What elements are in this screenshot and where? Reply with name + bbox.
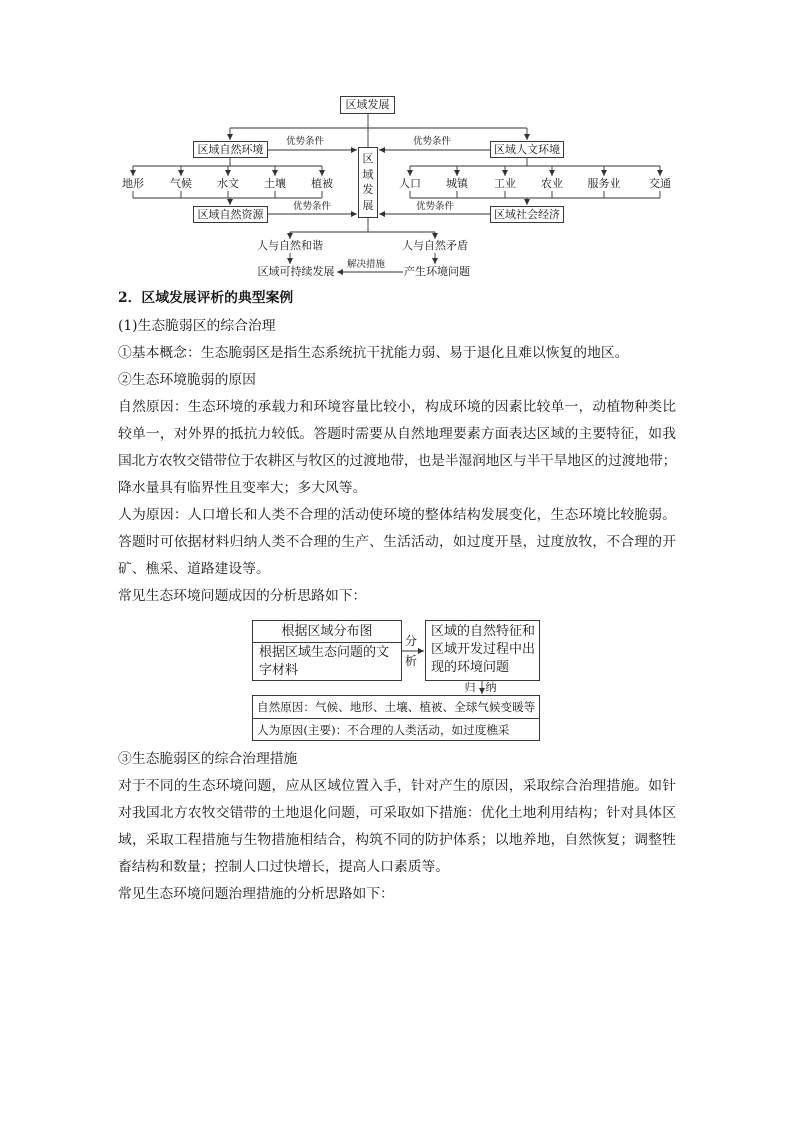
concept-paragraph: ①基本概念：生态脆弱区是指生态系统抗干扰能力弱、易于退化且难以恢复的地区。 bbox=[118, 345, 629, 361]
source-text-rows bbox=[253, 643, 401, 680]
text-block-causes bbox=[118, 283, 676, 610]
result-line: 区域开发过程中出 bbox=[431, 642, 536, 657]
natural-item: 土壤 bbox=[264, 177, 286, 190]
result-box bbox=[425, 620, 540, 681]
human-reason-line: 答题时可依据材料归纳人类不合理的生产、生活活动，如过度开垦，过度放牧，不合理的开 bbox=[118, 534, 676, 550]
harmony-label: 人与自然和谐 bbox=[257, 239, 323, 252]
human-reason-line: 矿、樵采、道路建设等。 bbox=[118, 561, 270, 577]
natural-item: 气候 bbox=[170, 177, 192, 190]
natural-reason-line: 自然原因：生态环境的承载力和环境容量比较小，构成环境的因素比较单一，动植物种类比 bbox=[118, 399, 676, 415]
center-box-regional-development bbox=[358, 147, 378, 218]
human-item: 工业 bbox=[494, 177, 516, 190]
measures-line: 畜结构和数量；控制人口过快增长，提高人口素质等。 bbox=[118, 858, 450, 875]
section-heading: 2．区域发展评析的典型案例 bbox=[118, 290, 294, 306]
measures-label: 解决措施 bbox=[346, 259, 385, 270]
center-box-text: 区域发展 bbox=[362, 152, 374, 212]
box-social-economy: 区域社会经济 bbox=[490, 206, 564, 223]
human-item: 城镇 bbox=[446, 177, 468, 190]
advantage-label: 优势条件 bbox=[415, 201, 454, 212]
measures-analysis-intro: 常见生态环境问题治理措施的分析思路如下： bbox=[118, 885, 394, 902]
advantage-label: 优势条件 bbox=[285, 136, 324, 147]
text-block-measures bbox=[118, 746, 676, 908]
natural-reason-line: 降水量具有临界性且变率大；多大风等。 bbox=[118, 480, 367, 496]
box-natural-resources: 区域自然资源 bbox=[193, 206, 268, 223]
measures-line: 对我国北方农牧交错带的土地退化问题，可采取如下措施：优化土地利用结构；针对具体区 bbox=[118, 804, 676, 821]
causes-box bbox=[252, 695, 540, 741]
box-human-environment: 区域人文环境 bbox=[490, 141, 564, 158]
advantage-label: 优势条件 bbox=[412, 136, 451, 147]
result-rows bbox=[426, 621, 539, 677]
measures-line: 域，采取工程措施与生物措施相结合，构筑不同的防护体系；以地养地，自然恢复；调整牲 bbox=[118, 831, 676, 848]
top-box-regional-development: 区域发展 bbox=[340, 96, 395, 114]
human-item: 交通 bbox=[649, 177, 671, 190]
human-item: 人口 bbox=[399, 177, 421, 190]
induce-char: 纳 bbox=[485, 681, 497, 694]
natural-item: 地形 bbox=[122, 177, 144, 190]
cause-analysis-intro: 常见生态环境问题成因的分析思路如下： bbox=[118, 588, 367, 604]
natural-reason-line: 国北方农牧交错带位于农耕区与牧区的过渡地带，也是半湿润地区与半干旱地区的过渡地带； bbox=[118, 453, 676, 469]
result-line: 区域的自然特征和 bbox=[431, 624, 536, 639]
induce-char: 归 bbox=[464, 681, 476, 694]
natural-item: 植被 bbox=[311, 177, 333, 190]
sustainable-development-label: 区域可持续发展 bbox=[257, 265, 335, 278]
source-map-row: 根据区域分布图 bbox=[253, 621, 401, 643]
environmental-problems-label: 产生环境问题 bbox=[404, 265, 470, 278]
natural-cause-row: 自然原因：气候、地形、土壤、植被、全球气候变暖等 bbox=[253, 696, 539, 719]
natural-reason-line: 较单一，对外界的抵抗力较低。答题时需要从自然地理要素方面表达区域的主要特征，如我 bbox=[118, 426, 676, 442]
result-line: 现的环境问题 bbox=[431, 660, 510, 675]
reasons-title: ②生态环境脆弱的原因 bbox=[118, 372, 256, 388]
box-natural-environment: 区域自然环境 bbox=[193, 141, 268, 158]
advantage-label: 优势条件 bbox=[292, 201, 331, 212]
measures-title: ③生态脆弱区的综合治理措施 bbox=[118, 750, 298, 767]
human-item: 服务业 bbox=[587, 177, 621, 190]
human-item: 农业 bbox=[541, 177, 563, 190]
human-cause-row: 人为原因(主要)：不合理的人类活动，如过度樵采 bbox=[257, 723, 510, 737]
connector-line bbox=[133, 191, 322, 198]
connector-line bbox=[410, 191, 660, 198]
subheading: (1)生态脆弱区的综合治理 bbox=[118, 318, 276, 334]
human-reason-line: 人为原因：人口增长和人类不合理的活动使环境的整体结构发展变化，生态环境比较脆弱。 bbox=[118, 507, 676, 523]
source-text-line: 根据区域生态问题的文 bbox=[259, 645, 390, 660]
source-text-line: 字材料 bbox=[259, 663, 299, 678]
analyze-char: 析 bbox=[404, 654, 417, 668]
measures-line: 对于不同的生态环境问题，应从区域位置入手，针对产生的原因，采取综合治理措施。如针 bbox=[118, 777, 676, 794]
natural-item: 水文 bbox=[217, 177, 239, 190]
analyze-char: 分 bbox=[404, 634, 417, 648]
conflict-label: 人与自然矛盾 bbox=[402, 239, 468, 252]
source-box bbox=[252, 620, 402, 681]
